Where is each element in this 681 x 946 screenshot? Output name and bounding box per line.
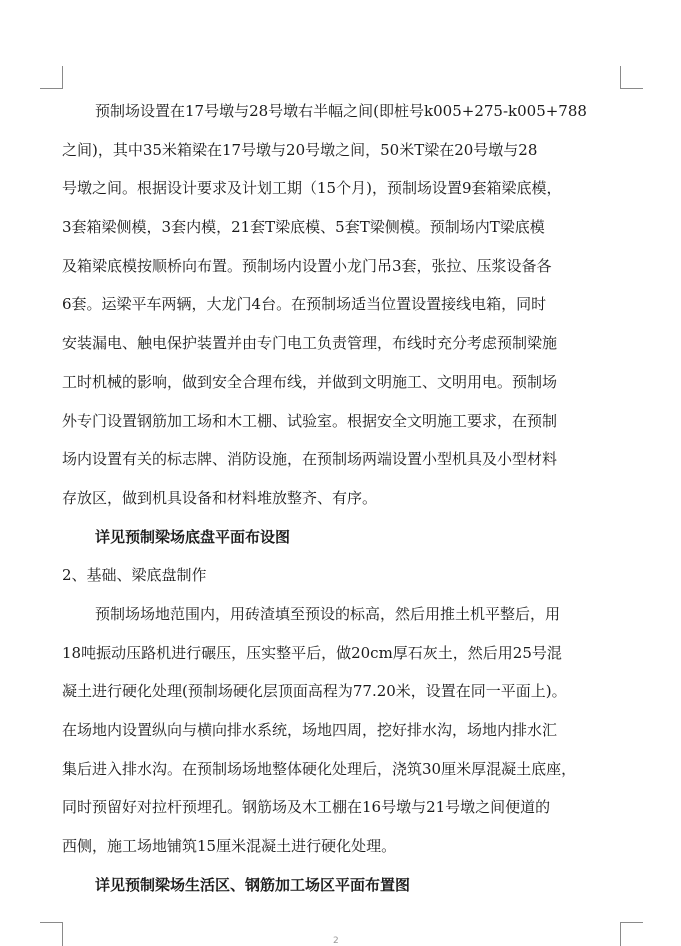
paragraph-line: 同时预留好对拉杆预埋孔。钢筋场及木工棚在16号墩与21号墩之间便道的 bbox=[62, 798, 551, 817]
paragraph-line: 及箱梁底模按顺桥向布置。预制场内设置小龙门吊3套，张拉、压浆设备各 bbox=[62, 256, 552, 275]
crop-mark-bottom-right bbox=[620, 922, 643, 946]
paragraph-line: 西侧，施工场地铺筑15厘米混凝土进行硬化处理。 bbox=[62, 837, 397, 856]
paragraph-line: 号墩之间。根据设计要求及计划工期（15个月)，预制场设置9套箱梁底模， bbox=[62, 179, 562, 198]
document-body bbox=[62, 92, 622, 904]
paragraph-line: 18吨振动压路机进行碾压，压实整平后，做20cm厚石灰土，然后用25号混 bbox=[62, 643, 562, 662]
paragraph-line: 6套。运梁平车两辆，大龙门4台。在预制场适当位置设置接线电箱，同时 bbox=[62, 295, 547, 314]
paragraph-line: 存放区，做到机具设备和材料堆放整齐、有序。 bbox=[62, 488, 378, 507]
paragraph-line: 3套箱梁侧模，3套内模，21套T梁底模、5套T梁侧模。预制场内T梁底模 bbox=[62, 218, 545, 237]
paragraph-2 bbox=[62, 595, 622, 866]
paragraph-line: 预制场场地范围内，用砖渣填至预设的标高，然后用推土机平整后，用 bbox=[95, 604, 561, 623]
paragraph-line: 预制场设置在17号墩与28号墩右半幅之间(即桩号k005+275-k005+788 bbox=[95, 102, 587, 120]
paragraph-1 bbox=[62, 92, 622, 518]
figure-reference-heading-1: 详见预制梁场底盘平面布设图 bbox=[95, 527, 291, 546]
figure-reference-heading-2: 详见预制梁场生活区、钢筋加工场区平面布置图 bbox=[95, 875, 411, 894]
crop-mark-top-right bbox=[620, 66, 643, 89]
paragraph-line: 安装漏电、触电保护装置并由专门电工负责管理，布线时充分考虑预制梁施 bbox=[62, 334, 558, 353]
paragraph-line: 集后进入排水沟。在预制场场地整体硬化处理后，浇筑30厘米厚混凝土底座， bbox=[62, 759, 577, 778]
paragraph-line: 在场地内设置纵向与横向排水系统，场地四周，挖好排水沟，场地内排水汇 bbox=[62, 721, 558, 739]
section-2-title: 2、基础、梁底盘制作 bbox=[62, 566, 207, 585]
paragraph-line: 外专门设置钢筋加工场和木工棚、试验室。根据安全文明施工要求，在预制 bbox=[62, 411, 558, 430]
page-number: 2 bbox=[333, 936, 339, 946]
paragraph-line: 工时机械的影响，做到安全合理布线，并做到文明施工、文明用电。预制场 bbox=[62, 372, 558, 391]
paragraph-line: 场内设置有关的标志牌、消防设施，在预制场两端设置小型机具及小型材料 bbox=[62, 450, 558, 469]
crop-mark-top-left bbox=[40, 66, 63, 89]
crop-mark-bottom-left bbox=[40, 922, 63, 946]
paragraph-line: 凝土进行硬化处理(预制场硬化层顶面高程为77.20米，设置在同一平面上)。 bbox=[62, 682, 567, 701]
paragraph-line: 之间)，其中35米箱梁在17号墩与20号墩之间，50米T梁在20号墩与28 bbox=[62, 140, 538, 159]
